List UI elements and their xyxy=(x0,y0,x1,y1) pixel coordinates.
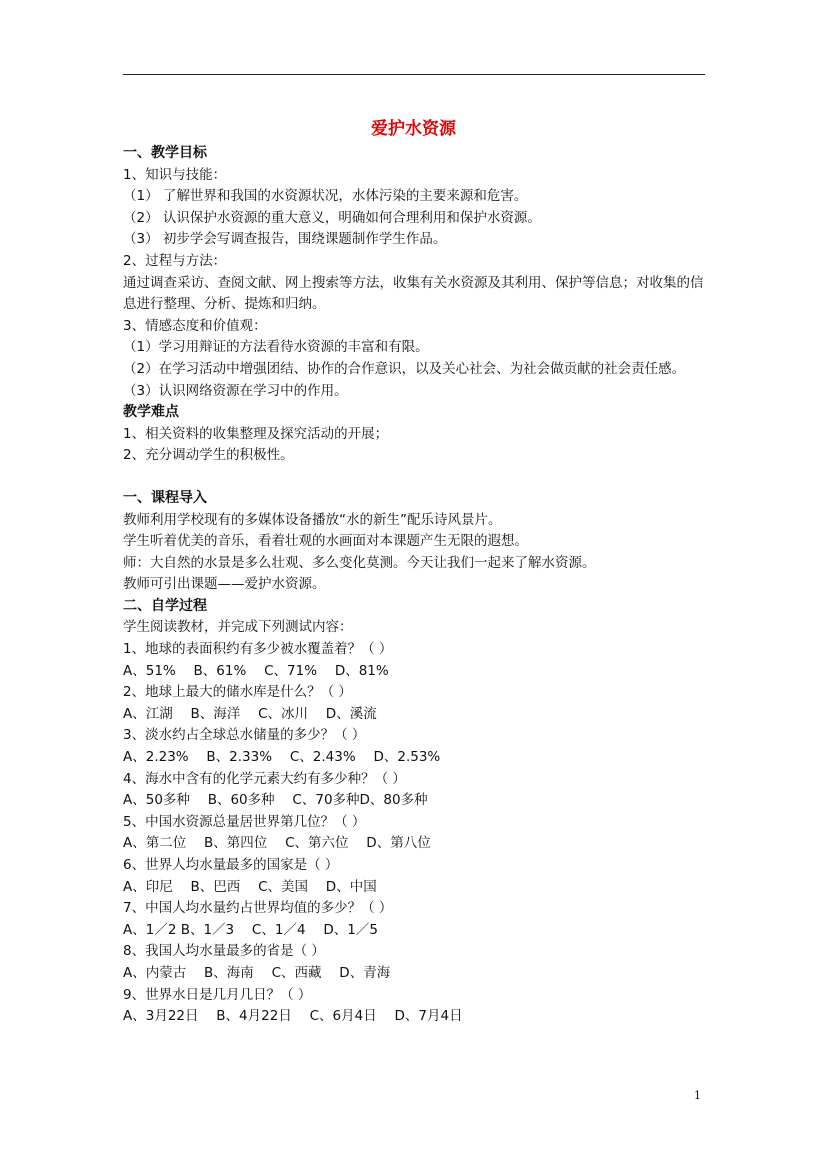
objective-paragraph: 通过调查采访、查阅文献、网上搜索等方法，收集有关水资源及其利用、保护等信息；对收集的信息进行整理、分析、提炼和归纳。 xyxy=(123,274,704,313)
question-options: A、3月22日 B、4月22日 C、6月4日 D、7月4日 xyxy=(123,1008,463,1025)
question-options: A、第二位 B、第四位 C、第六位 D、第八位 xyxy=(123,835,431,852)
question-options: A、江湖 B、海洋 C、冰川 D、溪流 xyxy=(123,705,377,722)
intro-line: 教师可引出课题——爱护水资源。 xyxy=(123,576,326,593)
objective-line: 3、情感态度和价值观： xyxy=(123,317,267,334)
page-number: 1 xyxy=(694,1089,701,1102)
section-heading-selfstudy: 二、自学过程 xyxy=(123,597,207,614)
objective-line: （2） 认识保护水资源的重大意义，明确如何合理利用和保护水资源。 xyxy=(123,209,541,226)
question-options: A、50多种 B、60多种 C、70多种D、80多种 xyxy=(123,792,428,809)
question-options: A、1／2 B、1／3 C、1／4 D、1／5 xyxy=(123,921,378,938)
difficulty-line: 2、充分调动学生的积极性。 xyxy=(123,447,294,464)
objective-paragraph: （2）在学习活动中增强团结、协作的合作意识，以及关心社会、为社会做贡献的社会责任感。 xyxy=(123,360,686,377)
section-heading-objectives: 一、教学目标 xyxy=(123,145,207,161)
question-options: A、内蒙古 B、海南 C、西藏 D、青海 xyxy=(123,964,391,981)
objective-line: （3） 初步学会写调查报告，围绕课题制作学生作品。 xyxy=(123,231,447,248)
question-options: A、2.23% B、2.33% C、2.43% D、2.53% xyxy=(123,749,441,766)
objective-line: （3）认识网络资源在学习中的作用。 xyxy=(123,382,348,399)
question-options: A、51% B、61% C、71% D、81% xyxy=(123,662,389,679)
question-text: 9、世界水日是几月几日？（ ） xyxy=(123,986,312,1003)
intro-line: 学生听着优美的音乐，看着壮观的水画面对本课题产生无限的遐想。 xyxy=(123,533,528,550)
section-heading-intro: 一、课程导入 xyxy=(123,489,207,506)
intro-line: 教师利用学校现有的多媒体设备播放“水的新生”配乐诗风景片。 xyxy=(123,511,502,528)
question-text: 7、中国人均水量约占世界均值的多少？（ ） xyxy=(123,900,393,917)
section-heading-difficulty: 教学难点 xyxy=(123,404,179,421)
document-body xyxy=(123,143,705,1028)
question-text: 8、我国人均水量最多的省是（ ） xyxy=(123,943,325,960)
document-title: 爱护水资源 xyxy=(371,119,456,139)
objective-line: 2、过程与方法： xyxy=(123,252,227,269)
question-text: 2、地球上最大的储水库是什么？（ ） xyxy=(123,684,352,701)
question-text: 6、世界人均水量最多的国家是（ ） xyxy=(123,857,339,873)
objective-line: （1） 了解世界和我国的水资源状况，水体污染的主要来源和危害。 xyxy=(123,188,528,205)
difficulty-line: 1、相关资料的收集整理及探究活动的开展； xyxy=(123,425,389,442)
question-text: 4、海水中含有的化学元素大约有多少种？（ ） xyxy=(123,770,406,787)
selfstudy-intro: 学生阅读教材，并完成下列测试内容： xyxy=(123,619,353,636)
question-options: A、印尼 B、巴西 C、美国 D、中国 xyxy=(123,878,377,895)
header-rule xyxy=(123,74,705,75)
question-text: 5、中国水资源总量居世界第几位？（ ） xyxy=(123,813,366,830)
objective-line: 1、知识与技能： xyxy=(123,166,227,183)
intro-line: 师：大自然的水景是多么壮观、多么变化莫测。今天让我们一起来了解水资源。 xyxy=(123,554,596,571)
question-text: 1、地球的表面积约有多少被水覆盖着？（ ） xyxy=(123,641,393,658)
question-text: 3、淡水约占全球总水储量的多少？（ ） xyxy=(123,727,366,744)
objective-line: （1）学习用辩证的方法看待水资源的丰富和有限。 xyxy=(123,339,429,356)
